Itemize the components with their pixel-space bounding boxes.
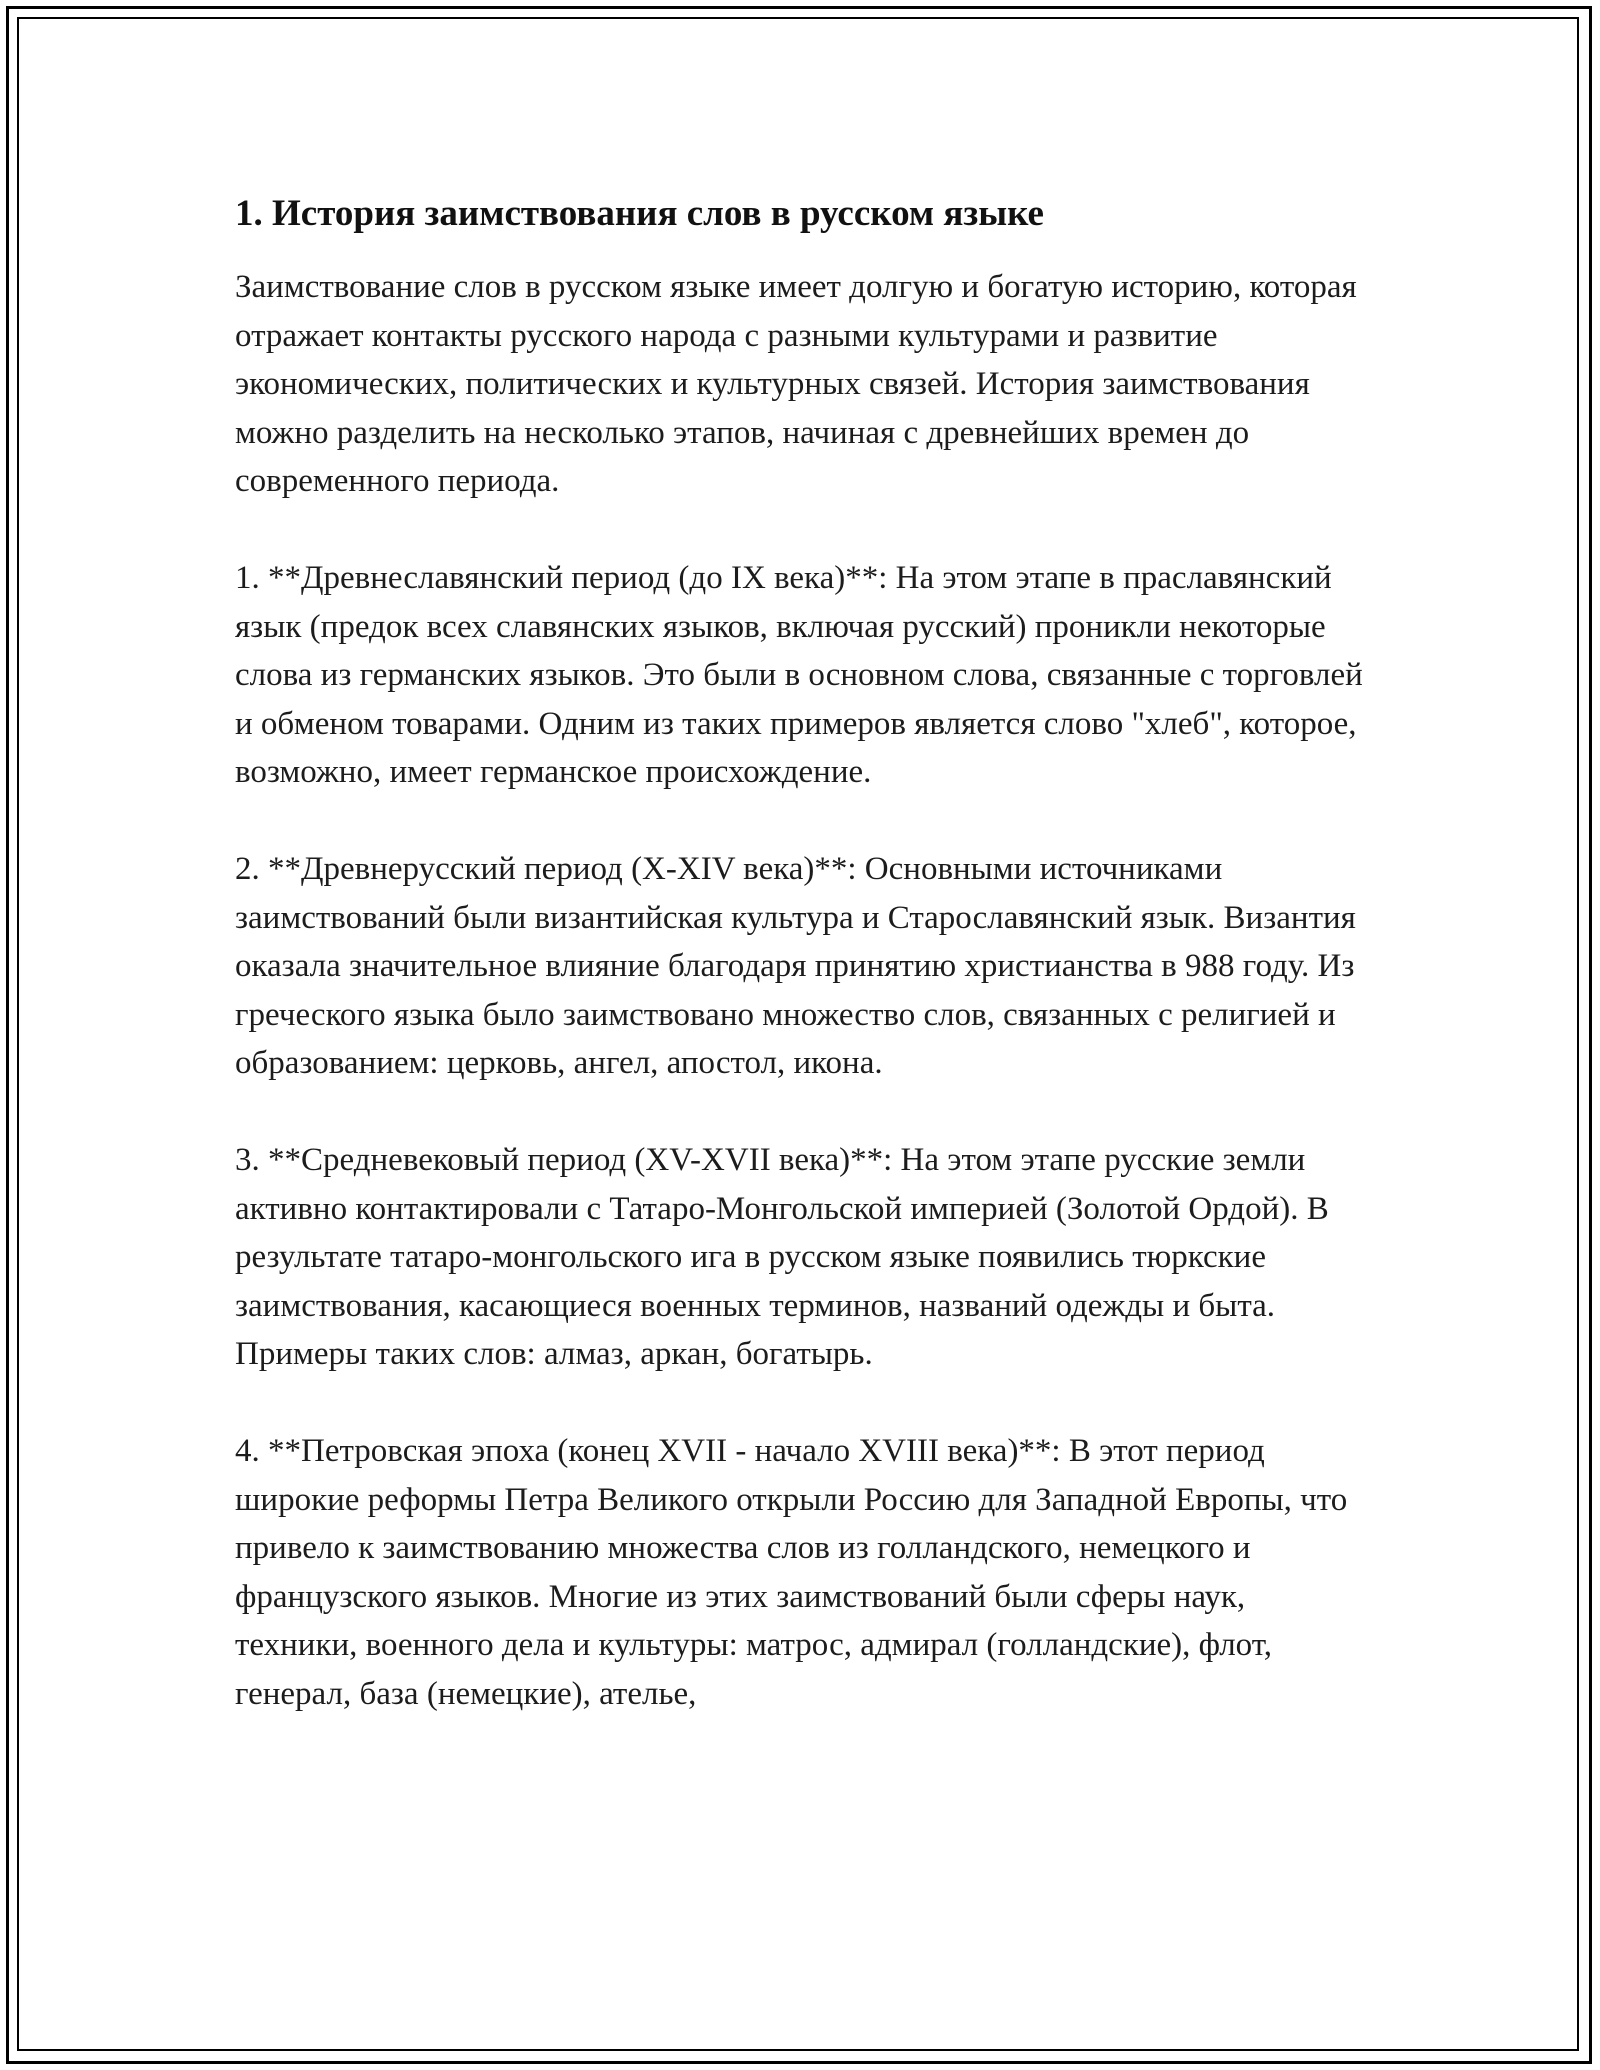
period-paragraph-2: 2. **Древнерусский период (X-XIV века)**: Основными источниками заимствований были византийская культура и Старославянский язык. Византия оказала значительное влияние благодаря принятию христианства в 988 году. Из греческого языка было заимствовано множество слов, связанных с религией и образованием: церковь, ангел, апостол, икона. bbox=[235, 851, 1356, 1081]
section-heading: 1. История заимствования слов в русском языке bbox=[235, 193, 1044, 234]
period-paragraph-3: 3. **Средневековый период (XV-XVII века)**: На этом этапе русские земли активно контактировали с Татаро-Монгольской империей (Золотой Ордой). В результате татаро-монгольского ига в русском языке появились тюркские заимствования, касающиеся военных терминов, названий одежды и быта. Примеры таких слов: алмаз, аркан, богатырь. bbox=[235, 1142, 1329, 1372]
period-paragraph-4: 4. **Петровская эпоха (конец XVII - начало XVIII века)**: В этот период широкие реформы Петра Великого открыли Россию для Западной Европы, что привело к заимствованию множества слов из голландского, немецкого и французского языков. Многие из этих заимствований были сферы наук, техники, военного дела и культуры: матрос, адмирал (голландские), флот, генерал, база (немецкие), ателье, bbox=[235, 1433, 1348, 1712]
intro-paragraph: Заимствование слов в русском языке имеет долгую и богатую историю, которая отражает контакты русского народа с разными культурами и развитие экономических, политических и культурных связей. История заимствования можно разделить на несколько этапов, начиная с древнейших времен до современного периода. bbox=[235, 269, 1357, 499]
period-paragraph-1: 1. **Древнеславянский период (до IX века)**: На этом этапе в праславянский язык (предок всех славянских языков, включая русский) проникли некоторые слова из германских языков. Это были в основном слова, связанные с торговлей и обменом товарами. Одним из таких примеров является слово "хлеб", которое, возможно, имеет германское происхождение. bbox=[235, 560, 1363, 790]
document-page bbox=[235, 188, 1370, 1718]
